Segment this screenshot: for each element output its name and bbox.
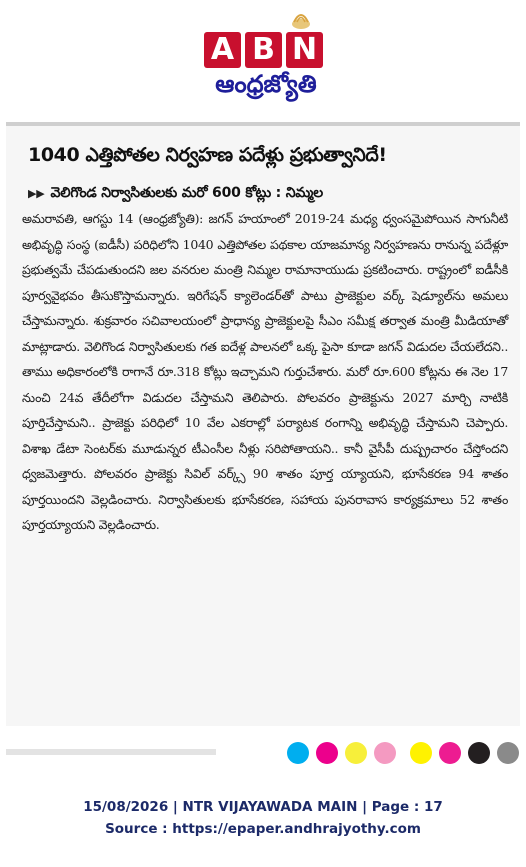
clipping-top-border (6, 122, 520, 126)
subheadline-text: వెలిగొండ నిర్వాసితులకు మరో 600 కోట్లు : నిమ్మల (50, 185, 323, 201)
registration-dot-magenta (316, 742, 338, 764)
registration-bar (6, 749, 216, 755)
registration-dot-gray (497, 742, 519, 764)
article-headline: 1040 ఎత్తిపోతల నిర్వహణ పదేళ్లు ప్రభుత్వానిదే! (28, 144, 387, 166)
registration-dot-black (468, 742, 490, 764)
logo-letter-n: N (286, 32, 323, 68)
article-subheadline (28, 185, 518, 204)
double-arrow-icon: ▶▶ (28, 187, 45, 200)
article-body: అమరావతి, ఆగస్టు 14 (ఆంధ్రజ్యోతి): జగన్ హయాంలో 2019-24 మధ్య ధ్వంసమైపోయిన సాగునీటి అభివృద్ధి సంస్థ (ఐడీసీ) పరిధిలోని 1040 ఎత్తిపోతల పథకాల యాజమాన్య నిర్వహణను రానున్న పదేళ్లూ ప్రభుత్వమే చేపడుతుందని జల వనరుల మంత్రి నిమ్మల రామానాయుడు ప్రకటించారు. రాష్ట్రంలో ఐడీసీకి పూర్వవైభవం తీసుకొస్తామన్నారు. ఇరిగేషన్ క్యాలెండర్‌తో పాటు ప్రాజెక్టుల వర్క్ షెడ్యూల్‌ను అమలు చేస్తామన్నారు. శుక్రవారం సచివాలయంలో ప్రాధాన్య ప్రాజెక్టులపై సీఎం సమీక్ష తర్వాత మంత్రి మీడియాతో మాట్లాడారు. వెలిగొండ నిర్వాసితులకు గత ఐదేళ్ల పాలనలో ఒక్క పైసా కూడా జగన్ విడుదల చేయలేదని.. తాము అధికారంలోకి రాగానే రూ.318 కోట్లు ఇచ్చామని గుర్తుచేశారు. మరో రూ.600 కోట్లను ఈ నెల 17 నుంచి 24వ తేదీలోగా విడుదల చేస్తామని తెలిపారు. పోలవరం ప్రాజెక్టును 2027 మార్చి నాటికి పూర్తిచేస్తామని.. ప్రాజెక్టు పరిధిలో 10 వేల ఎకరాల్లో పర్యాటక రంగాన్ని అభివృద్ధి చేస్తామని చెప్పారు. విశాఖ డేటా సెంటర్‌కు మూడున్నర టీఎంసీల నీళ్లు సరిపోతాయని.. కానీ వైసీపీ దుష్ప్రచారం చేస్తోందని ధ్వజమెత్తారు. పోలవరం ప్రాజెక్టు సివిల్ వర్క్స్ 90 శాతం పూర్త య్యాయని, భూసేకరణ 94 శాతం పూర్తయిందని వెల్లడించారు. నిర్వాసితులకు భూసేకరణ, సహాయ పునరావాస కార్యక్రమాలు 52 శాతం పూర్తయ్యాయని వెల్లడించారు. (22, 211, 508, 532)
registration-dot-magenta-2 (439, 742, 461, 764)
registration-dot-cyan (287, 742, 309, 764)
logo-letter-a: A (204, 32, 241, 68)
registration-dot-yellow (345, 742, 367, 764)
footer-edition-info: 15/08/2026 | NTR VIJAYAWADA MAIN | Page : 17 (83, 799, 443, 815)
news-clipping (6, 122, 520, 726)
registration-dot-yellow-2 (410, 742, 432, 764)
page-footer (0, 796, 526, 840)
logo-tagline: ఆంధ్రజ్యోతి (215, 70, 317, 98)
flame-icon (288, 6, 314, 32)
color-registration-strip (0, 741, 526, 771)
abn-logo (180, 6, 350, 104)
logo-letter-b: B (245, 32, 282, 68)
registration-dot-pink (374, 742, 396, 764)
footer-source-link[interactable]: Source : https://epaper.andhrajyothy.com (105, 821, 421, 837)
